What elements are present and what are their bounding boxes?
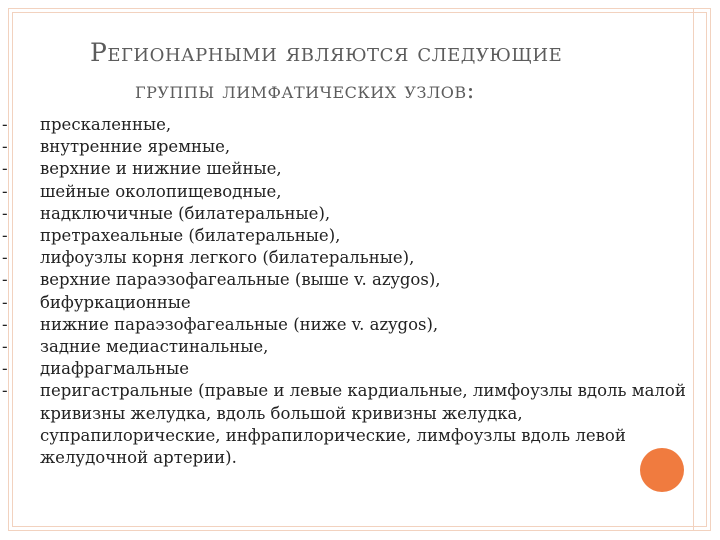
list-item: [0, 269, 700, 291]
list-item-text: бифуркационные: [40, 292, 191, 312]
list-item: [0, 358, 700, 380]
list-item: [0, 114, 700, 136]
list-item: [0, 336, 700, 358]
list-item-text: надключичные (билатеральные),: [40, 203, 331, 223]
list-item: [0, 158, 700, 180]
list-item-text: диафрагмальные: [40, 359, 189, 379]
list-bullet: -: [2, 203, 8, 223]
lymph-node-list: [0, 114, 700, 469]
list-bullet: -: [2, 181, 8, 201]
list-item: [0, 203, 700, 225]
list-item-text: лифоузлы корня легкого (билатеральные),: [40, 248, 415, 268]
list-item: [0, 292, 700, 314]
list-bullet: -: [2, 115, 8, 134]
list-item: [0, 181, 700, 203]
list-item-text: верхние параэзофагеальные (выше v. azygos),: [40, 270, 441, 290]
accent-circle: [640, 448, 684, 492]
list-item-text: задние медиастинальные,: [40, 337, 269, 357]
list-item-text: нижние параэзофагеальные (ниже v. azygos),: [40, 314, 439, 334]
list-item: [0, 136, 700, 158]
title-line-1: Регионарными являются следующие: [90, 38, 563, 67]
list-item-text: прескаленные,: [40, 115, 172, 134]
list-item-text: перигастральные (правые и левые кардиальные, лимфоузлы вдоль малой кривизны желудка, вдоль большой кривизны желудка, супрапилорические, инфрапилорические, лимфоузлы вдоль левой желудочной артерии).: [40, 381, 686, 468]
list-bullet: -: [2, 248, 8, 268]
list-bullet: -: [2, 381, 8, 401]
list-bullet: -: [2, 337, 8, 357]
list-bullet: -: [2, 270, 8, 290]
list-item: [0, 247, 700, 269]
list-bullet: -: [2, 314, 8, 334]
title-line-2: группы лимфатических узлов:: [135, 78, 475, 104]
list-item-text: верхние и нижние шейные,: [40, 159, 282, 179]
list-bullet: -: [2, 292, 8, 312]
list-bullet: -: [2, 359, 8, 379]
list-item: [0, 225, 700, 247]
list-item: [0, 314, 700, 336]
list-bullet: -: [2, 226, 8, 246]
list-item: [0, 380, 700, 469]
list-item-text: претрахеальные (билатеральные),: [40, 226, 341, 246]
list-bullet: -: [2, 137, 8, 157]
list-bullet: -: [2, 159, 8, 179]
list-item-text: шейные околопищеводные,: [40, 181, 282, 201]
list-item-text: внутренние яремные,: [40, 137, 231, 157]
